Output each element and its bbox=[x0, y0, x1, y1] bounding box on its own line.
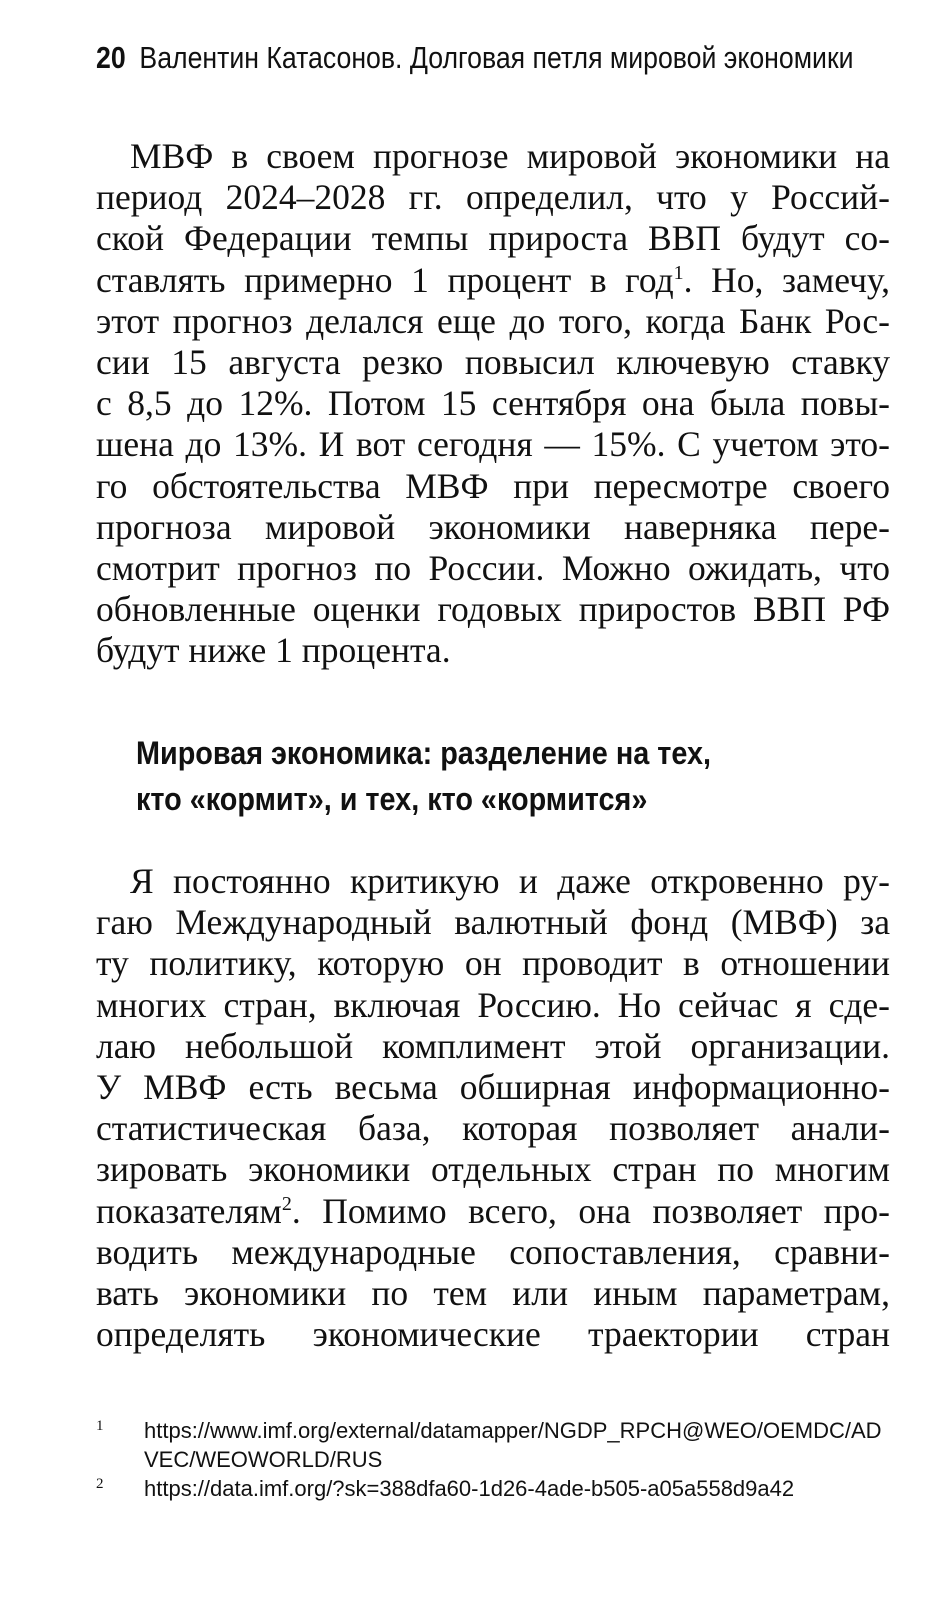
text-line: МВФ в своем прогнозе мировой экономики на bbox=[130, 136, 890, 176]
text-line: шена до 13%. И вот сегодня — 15%. С учетом это- bbox=[96, 424, 890, 465]
text-line: многих стран, включая Россию. Но сейчас я сде- bbox=[96, 984, 890, 1025]
text-line: ской Федерации темпы прироста ВВП будут со- bbox=[96, 218, 890, 259]
text-line bbox=[96, 1191, 890, 1232]
section-heading bbox=[136, 730, 820, 822]
text-segment: . Но, замечу, bbox=[683, 259, 890, 300]
footnote-link[interactable]: https://www.imf.org/external/datamapper/NGDP_RPCH@WEO/OEMDC/ADVEC/WEOWORLD/RUS bbox=[144, 1418, 882, 1472]
heading-line-2: кто «кормит», и тех, кто «кормится» bbox=[136, 781, 648, 817]
text-segment: ставлять примерно 1 процент в год bbox=[96, 259, 674, 300]
running-header bbox=[96, 38, 854, 78]
text-line: Я постоянно критикую и даже откровенно ру- bbox=[130, 861, 890, 901]
text-line: вать экономики по тем или иным параметрам, bbox=[96, 1273, 890, 1314]
text-line: период 2024–2028 гг. определил, что у Россий- bbox=[96, 177, 890, 218]
text-line: статистическая база, которая позволяет анали- bbox=[96, 1108, 890, 1149]
text-segment: . Помимо всего, она позволяет про- bbox=[291, 1190, 890, 1231]
text-line: определять экономические траектории стран bbox=[96, 1314, 890, 1355]
page-number: 20 bbox=[96, 40, 126, 75]
text-line: смотрит прогноз по России. Можно ожидать, что bbox=[96, 548, 890, 589]
text-line: зировать экономики отдельных стран по многим bbox=[96, 1149, 890, 1190]
text-line bbox=[96, 260, 890, 301]
text-line: У МВФ есть весьма обширная информационно- bbox=[96, 1067, 890, 1108]
text-line: водить международные сопоставления, сравни- bbox=[96, 1231, 890, 1272]
footnote-1 bbox=[96, 1416, 896, 1474]
footnotes bbox=[96, 1416, 896, 1503]
text-line: гаю Международный валютный фонд (МВФ) за bbox=[96, 902, 890, 943]
text-line: го обстоятельства МВФ при пересмотре своего bbox=[96, 465, 890, 506]
footnote-number: 1 bbox=[96, 1418, 104, 1434]
text-line: прогноза мировой экономики наверняка пере- bbox=[96, 506, 890, 547]
text-line: будут ниже 1 процента. bbox=[96, 630, 451, 671]
text-line: обновленные оценки годовых приростов ВВП РФ bbox=[96, 589, 890, 630]
text-line: этот прогноз делался еще до того, когда Банк Рос- bbox=[96, 300, 890, 341]
footnote-2 bbox=[96, 1474, 896, 1503]
text-line: с 8,5 до 12%. Потом 15 сентября она была повы- bbox=[96, 383, 890, 424]
paragraph-2 bbox=[96, 861, 890, 1355]
paragraph-1 bbox=[96, 136, 890, 672]
text-line: ту политику, которую он проводит в отношении bbox=[96, 943, 890, 984]
footnote-number: 2 bbox=[96, 1476, 104, 1492]
text-line: сии 15 августа резко повысил ключевую ставку bbox=[96, 342, 890, 383]
text-segment: показателям bbox=[96, 1190, 282, 1231]
footnote-link[interactable]: https://data.imf.org/?sk=388dfa60-1d26-4ade-b505-a05a558d9a42 bbox=[144, 1476, 795, 1501]
heading-line-1: Мировая экономика: разделение на тех, bbox=[136, 735, 712, 771]
text-line: лаю небольшой комплимент этой организации. bbox=[96, 1025, 890, 1066]
footnote-ref-2[interactable]: 2 bbox=[281, 1192, 292, 1215]
running-title: Валентин Катасонов. Долговая петля мировой экономики bbox=[139, 40, 854, 75]
footnote-ref-1[interactable]: 1 bbox=[673, 261, 684, 284]
